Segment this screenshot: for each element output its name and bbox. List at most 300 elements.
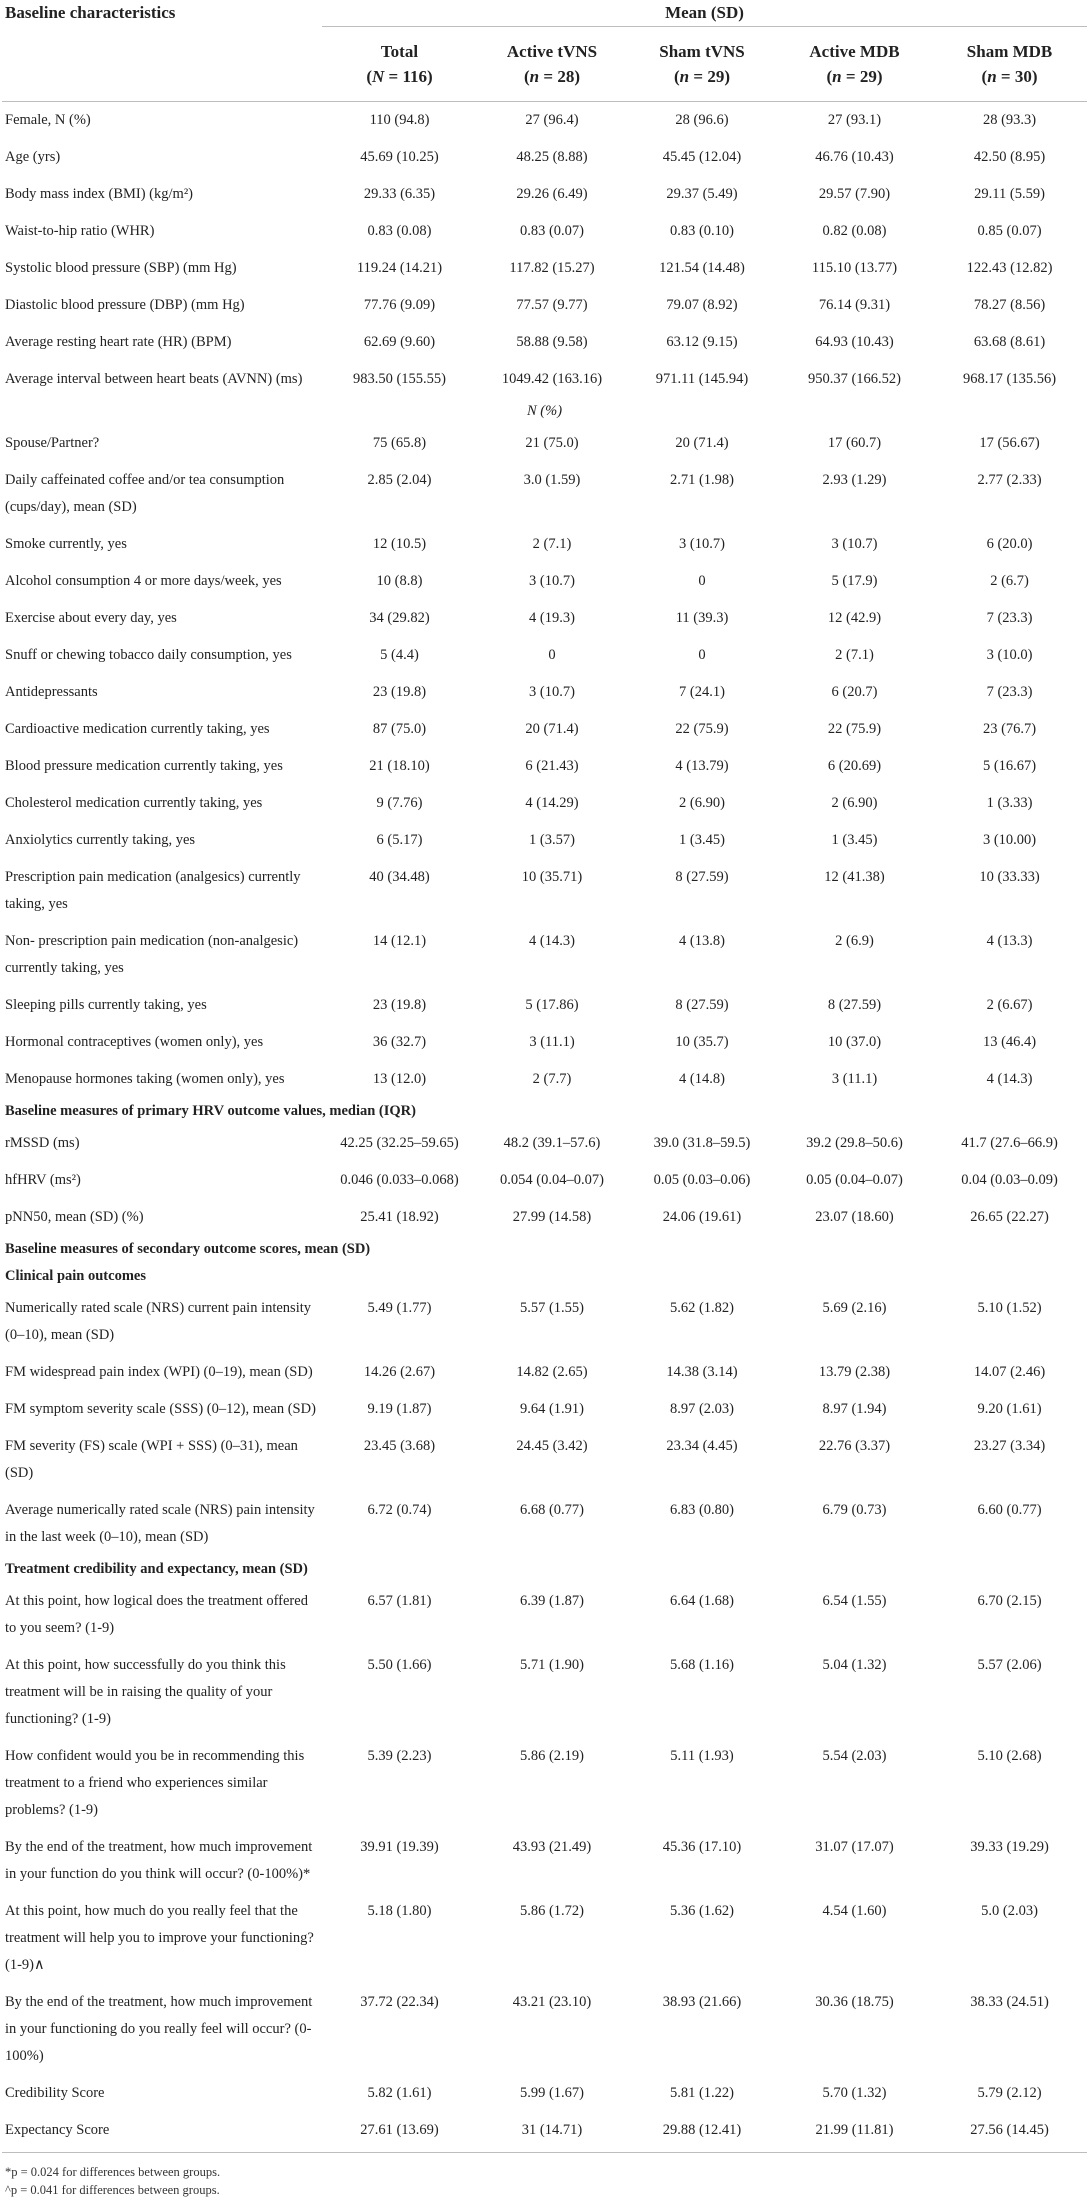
table-cell: 10 (33.33) [979,869,1040,885]
table-cell: 40 (34.48) [369,869,430,885]
row-label: Numerically rated scale (NRS) current pain intensity (0–10), mean (SD) [5,1300,312,1343]
table-row [2,1738,1087,1829]
stub-header-blank [2,27,322,102]
table-cell: 23 (19.8) [372,684,427,700]
table-cell: 5 (17.86) [525,997,579,1013]
row-label: Waist-to-hip ratio (WHR) [5,223,155,239]
table-cell: 0 [698,647,706,663]
table-cell: 1 (3.57) [529,832,575,848]
section-header-row [2,1556,1087,1583]
table-cell: 3 (11.1) [831,1071,878,1087]
table-cell: 5.36 (1.62) [669,1903,735,1919]
table-cell: 7 (23.3) [986,684,1033,700]
table-cell: 0 [548,647,556,663]
table-cell: 45.69 (10.25) [360,149,439,165]
table-row [2,785,1087,822]
table-cell: 6 (21.43) [525,758,579,774]
row-label: hfHRV (ms²) [5,1172,81,1188]
row-label: Average interval between heart beats (AVNN) (ms) [5,371,303,387]
table-cell: 39.33 (19.29) [970,1839,1049,1855]
table-cell: 115.10 (13.77) [811,260,898,276]
table-cell: 38.33 (24.51) [970,1994,1049,2010]
table-cell: 46.76 (10.43) [815,149,894,165]
table-cell: 121.54 (14.48) [659,260,745,276]
row-label: FM severity (FS) scale (WPI + SSS) (0–31), mean (SD) [5,1438,298,1481]
row-label: By the end of the treatment, how much improvement in your function do you think will occur? (0-100%)* [5,1839,313,1882]
table-cell: 58.88 (9.58) [516,334,588,350]
table-cell: 0.85 (0.07) [977,223,1042,239]
section-header-row [2,1098,1087,1125]
table-cell: 13.79 (2.38) [818,1364,891,1380]
table-cell: 5 (17.9) [831,573,878,589]
table-row [2,923,1087,987]
table-cell: 34 (29.82) [369,610,430,626]
table-cell: 4 (14.8) [679,1071,725,1087]
table-cell: 13 (46.4) [982,1034,1037,1050]
table-cell: 0.83 (0.08) [367,223,432,239]
table-row [2,1061,1087,1098]
table-row [2,1125,1087,1162]
table-row [2,1162,1087,1199]
table-cell: 117.82 (15.27) [509,260,595,276]
table-cell: 5.11 (1.93) [670,1748,734,1764]
table-footnotes [2,2153,1087,2199]
table-cell: 5.10 (1.52) [977,1300,1042,1316]
table-cell: 9.20 (1.61) [977,1401,1042,1417]
table-cell: 31.07 (17.07) [815,1839,894,1855]
row-label: Blood pressure medication currently taking, yes [5,758,283,774]
section-title: Baseline measures of secondary outcome scores, mean (SD) [5,1241,371,1257]
table-row [2,462,1087,526]
column-header-total: Total (N = 116) [322,27,477,102]
table-row [2,526,1087,563]
table-cell: 23 (19.8) [372,997,427,1013]
table-row [2,1647,1087,1738]
table-cell: 1 (3.33) [986,795,1033,811]
table-cell: 22 (75.9) [827,721,882,737]
table-cell: 39.91 (19.39) [360,1839,439,1855]
table-row [2,674,1087,711]
row-label: Expectancy Score [2,2112,322,2153]
table-row [2,139,1087,176]
table-cell: 45.45 (12.04) [662,149,742,165]
table-cell: 6 (20.69) [827,758,882,774]
table-cell: 38.93 (21.66) [662,1994,742,2010]
table-row [2,711,1087,748]
table-row [2,1583,1087,1647]
table-cell: 29.11 (5.59) [974,186,1045,202]
table-cell: 4 (14.29) [525,795,579,811]
table-cell: 77.57 (9.77) [516,297,588,313]
table-cell: 21.99 (11.81) [777,2112,932,2153]
table-cell: 24.06 (19.61) [662,1209,742,1225]
table-cell: 76.14 (9.31) [818,297,891,313]
table-cell: 10 (37.0) [827,1034,882,1050]
table-cell: 0.83 (0.10) [669,223,735,239]
row-label: Snuff or chewing tobacco daily consumption, yes [5,647,292,663]
table-cell: 4 (13.8) [679,933,725,949]
table-row [2,1829,1087,1893]
table-cell: 45.36 (17.10) [662,1839,742,1855]
table-cell: 6.60 (0.77) [977,1502,1042,1518]
table-cell: 23 (76.7) [982,721,1037,737]
row-label: Sleeping pills currently taking, yes [5,997,207,1013]
table-cell: 122.43 (12.82) [966,260,1053,276]
row-label: Body mass index (BMI) (kg/m²) [5,186,193,202]
table-cell: 17 (56.67) [979,435,1040,451]
table-cell: 20 (71.4) [525,721,579,737]
table-cell: 41.7 (27.6–66.9) [961,1135,1058,1151]
table-cell: 0.046 (0.033–0.068) [340,1172,459,1188]
column-header-sham-tvns: Sham tVNS (n = 29) [627,27,777,102]
table-cell: 63.68 (8.61) [973,334,1046,350]
section-title: Clinical pain outcomes [5,1268,146,1284]
row-label: Average resting heart rate (HR) (BPM) [5,334,232,350]
table-cell: 8.97 (1.94) [822,1401,887,1417]
table-cell: 5.10 (2.68) [977,1748,1042,1764]
table-row [2,748,1087,785]
table-cell: 0 [698,573,706,589]
row-label: FM widespread pain index (WPI) (0–19), mean (SD) [5,1364,313,1380]
table-cell: 14.82 (2.65) [516,1364,588,1380]
table-cell: 20 (71.4) [675,435,729,451]
table-cell: 5.54 (2.03) [822,1748,887,1764]
table-cell: 27.99 (14.58) [512,1209,592,1225]
table-row [2,1984,1087,2075]
row-label: Age (yrs) [5,149,61,165]
row-label: rMSSD (ms) [5,1135,80,1151]
table-cell: 5.70 (1.32) [822,2085,887,2101]
table-cell: 5.86 (2.19) [519,1748,585,1764]
table-cell: 2 (6.90) [679,795,725,811]
table-cell: 10 (35.7) [675,1034,729,1050]
table-cell: 22 (75.9) [675,721,729,737]
row-label: Average numerically rated scale (NRS) pain intensity in the last week (0–10), mean (SD) [5,1502,315,1545]
stub-header: Baseline characteristics [5,3,176,22]
table-cell: 6.79 (0.73) [822,1502,887,1518]
table-cell: 2 (7.1) [835,647,874,663]
row-label: At this point, how successfully do you think this treatment will be in raising the quality of your functioning? (1-9) [5,1657,286,1727]
table-cell: 48.2 (39.1–57.6) [503,1135,601,1151]
table-cell: 983.50 (155.55) [352,371,447,387]
section-title: Baseline measures of primary HRV outcome values, median (IQR) [5,1103,416,1119]
row-label: Alcohol consumption 4 or more days/week, yes [5,573,282,589]
table-cell: 62.69 (9.60) [363,334,436,350]
table-cell: 5 (4.4) [380,647,419,663]
column-header-sham-mdb: Sham MDB (n = 30) [932,27,1087,102]
table-row [2,2075,1087,2112]
table-cell: 17 (60.7) [827,435,882,451]
table-row [2,2112,1087,2153]
table-cell: 971.11 (145.94) [655,371,749,387]
table-cell: 6.72 (0.74) [367,1502,432,1518]
table-cell: 5.57 (2.06) [977,1657,1042,1673]
table-row [2,637,1087,674]
row-label: Diastolic blood pressure (DBP) (mm Hg) [5,297,245,313]
table-cell: 27.61 (13.69) [322,2112,477,2153]
unit-subheader: N (%) [527,403,563,419]
row-label: Hormonal contraceptives (women only), yes [5,1034,264,1050]
table-cell: 2 (6.67) [986,997,1033,1013]
table-cell: 5.86 (1.72) [519,1903,585,1919]
table-row [2,822,1087,859]
table-cell: 30.36 (18.75) [815,1994,894,2010]
table-cell: 48.25 (8.88) [516,149,588,165]
table-cell: 4.54 (1.60) [822,1903,887,1919]
table-cell: 6.64 (1.68) [669,1593,735,1609]
table-row [2,1354,1087,1391]
table-cell: 24.45 (3.42) [516,1438,588,1454]
table-cell: 39.2 (29.8–50.6) [806,1135,903,1151]
table-row [2,859,1087,923]
table-cell: 119.24 (14.21) [356,260,443,276]
mean-sd-spanner: Mean (SD) [322,0,1087,27]
table-cell: 6 (20.7) [831,684,878,700]
row-label: At this point, how logical does the treatment offered to you seem? (1-9) [5,1593,308,1636]
table-cell: 0.05 (0.03–0.06) [653,1172,751,1188]
table-cell: 5.79 (2.12) [977,2085,1042,2101]
table-cell: 6.83 (0.80) [669,1502,735,1518]
table-row [2,287,1087,324]
table-row [2,250,1087,287]
table-cell: 26.65 (22.27) [970,1209,1049,1225]
row-label: Smoke currently, yes [5,536,127,552]
table-cell: 2.93 (1.29) [822,472,887,488]
table-cell: 12 (41.38) [824,869,885,885]
table-cell: 14 (12.1) [372,933,427,949]
table-cell: 10 (8.8) [376,573,423,589]
table-cell: 5.81 (1.22) [669,2085,735,2101]
table-cell: 8 (27.59) [827,997,882,1013]
table-cell: 21 (75.0) [525,435,579,451]
table-cell: 28 (96.6) [675,112,729,128]
table-cell: 43.21 (23.10) [512,1994,592,2010]
table-cell: 39.0 (31.8–59.5) [653,1135,751,1151]
table-cell: 4 (14.3) [529,933,575,949]
table-cell: 42.25 (32.25–59.65) [340,1135,459,1151]
table-cell: 5.68 (1.16) [669,1657,735,1673]
table-cell: 5.50 (1.66) [367,1657,432,1673]
table-cell: 43.93 (21.49) [512,1839,592,1855]
table-cell: 27.56 (14.45) [932,2112,1087,2153]
table-cell: 6.39 (1.87) [519,1593,585,1609]
table-cell: 3 (10.7) [831,536,878,552]
table-cell: 2 (6.9) [835,933,874,949]
table-cell: 0.82 (0.08) [822,223,887,239]
table-row [2,425,1087,462]
row-label: Cardioactive medication currently taking, yes [5,721,270,737]
table-cell: 37.72 (22.34) [360,1994,439,2010]
table-cell: 79.07 (8.92) [666,297,738,313]
table-cell: 1 (3.45) [831,832,878,848]
table-cell: 9.64 (1.91) [519,1401,585,1417]
table-cell: 12 (10.5) [372,536,427,552]
footnote: *p = 0.024 for differences between groups. [5,2165,221,2179]
row-label: At this point, how much do you really feel that the treatment will help you to improve your functioning? (1-9)∧ [5,1903,314,1973]
table-row [2,176,1087,213]
table-cell: 6.68 (0.77) [519,1502,585,1518]
table-cell: 25.41 (18.92) [360,1209,439,1225]
table-cell: 42.50 (8.95) [973,149,1046,165]
table-cell: 3 (10.0) [986,647,1033,663]
table-cell: 29.88 (12.41) [627,2112,777,2153]
table-cell: 1 (3.45) [679,832,725,848]
row-label: Female, N (%) [5,112,91,128]
table-cell: 3 (10.00) [982,832,1037,848]
table-cell: 28 (93.3) [982,112,1037,128]
row-label: Credibility Score [5,2085,105,2101]
table-cell: 23.07 (18.60) [815,1209,894,1225]
table-cell: 77.76 (9.09) [363,297,436,313]
table-cell: 5.62 (1.82) [669,1300,735,1316]
table-cell: 12 (42.9) [827,610,882,626]
table-cell: 14.07 (2.46) [973,1364,1046,1380]
table-cell: 950.37 (166.52) [807,371,902,387]
table-cell: 2.77 (2.33) [977,472,1042,488]
row-label: Anxiolytics currently taking, yes [5,832,196,848]
table-cell: 3 (10.7) [679,536,725,552]
table-cell: 64.93 (10.43) [815,334,894,350]
row-label: How confident would you be in recommending this treatment to a friend who experiences similar problems? (1-9) [5,1748,305,1818]
table-cell: 2 (6.7) [990,573,1029,589]
table-cell: 0.054 (0.04–0.07) [500,1172,604,1188]
table-cell: 4 (13.3) [986,933,1033,949]
table-cell: 7 (24.1) [679,684,725,700]
row-label: Exercise about every day, yes [5,610,177,626]
table-row [2,102,1087,140]
table-cell: 4 (14.3) [986,1071,1033,1087]
table-cell: 5 (16.67) [982,758,1037,774]
table-cell: 968.17 (135.56) [963,371,1057,387]
table-row [2,1893,1087,1984]
row-label: By the end of the treatment, how much improvement in your functioning do you really feel will occur? (0-100%) [5,1994,313,2064]
table-row [2,1290,1087,1354]
row-label: Cholesterol medication currently taking, yes [5,795,263,811]
table-cell: 75 (65.8) [372,435,427,451]
table-cell: 8.97 (2.03) [669,1401,735,1417]
table-cell: 4 (13.79) [675,758,729,774]
table-cell: 5.39 (2.23) [367,1748,432,1764]
table-cell: 8 (27.59) [675,997,729,1013]
table-cell: 27 (96.4) [525,112,579,128]
table-cell: 6.70 (2.15) [977,1593,1042,1609]
table-cell: 6.54 (1.55) [822,1593,887,1609]
table-cell: 5.0 (2.03) [981,1903,1038,1919]
table-body [2,102,1087,2153]
column-header-active-tvns: Active tVNS (n = 28) [477,27,627,102]
table-cell: 13 (12.0) [372,1071,427,1087]
table-cell: 5.69 (2.16) [822,1300,887,1316]
table-cell: 14.26 (2.67) [363,1364,436,1380]
baseline-characteristics-table [2,0,1087,2153]
table-cell: 2.85 (2.04) [367,472,432,488]
table-cell: 78.27 (8.56) [973,297,1046,313]
section-title: Treatment credibility and expectancy, mean (SD) [5,1561,308,1577]
table-cell: 29.26 (6.49) [516,186,588,202]
table-cell: 110 (94.8) [369,112,430,128]
table-cell: 31 (14.71) [477,2112,627,2153]
table-row [2,1199,1087,1236]
table-row [2,1024,1087,1061]
table-cell: 23.34 (4.45) [666,1438,738,1454]
row-label: Daily caffeinated coffee and/or tea consumption (cups/day), mean (SD) [5,472,285,515]
table-cell: 9 (7.76) [376,795,423,811]
table-cell: 29.33 (6.35) [363,186,436,202]
table-cell: 5.49 (1.77) [367,1300,432,1316]
row-label: Non- prescription pain medication (non-analgesic) currently taking, yes [5,933,299,976]
table-row [2,1492,1087,1556]
section-header-row [2,1263,1087,1290]
table-cell: 1049.42 (163.16) [501,371,603,387]
row-label: Antidepressants [5,684,98,700]
table-row [2,213,1087,250]
table-cell: 2 (7.7) [532,1071,572,1087]
table-cell: 4 (19.3) [529,610,575,626]
table-cell: 6 (5.17) [376,832,423,848]
row-label: pNN50, mean (SD) (%) [5,1209,144,1225]
table-cell: 7 (23.3) [986,610,1033,626]
unit-subheader-row [2,398,1087,425]
table-cell: 23.45 (3.68) [363,1438,436,1454]
row-label: FM symptom severity scale (SSS) (0–12), mean (SD) [5,1401,316,1417]
table-cell: 6 (20.0) [986,536,1033,552]
table-cell: 5.04 (1.32) [822,1657,887,1673]
table-cell: 36 (32.7) [372,1034,427,1050]
table-cell: 3.0 (1.59) [523,472,581,488]
section-header-row [2,1236,1087,1263]
table-cell: 63.12 (9.15) [666,334,738,350]
table-cell: 14.38 (3.14) [666,1364,738,1380]
table-cell: 3 (10.7) [529,573,575,589]
table-cell: 23.27 (3.34) [973,1438,1046,1454]
table-cell: 27 (93.1) [827,112,882,128]
table-cell: 22.76 (3.37) [818,1438,891,1454]
table-cell: 2.71 (1.98) [669,472,735,488]
table-cell: 21 (18.10) [369,758,430,774]
row-label: Spouse/Partner? [5,435,100,451]
table-cell: 87 (75.0) [372,721,427,737]
table-cell: 3 (11.1) [529,1034,575,1050]
table-row [2,563,1087,600]
table-cell: 5.18 (1.80) [367,1903,432,1919]
table-cell: 6.57 (1.81) [367,1593,432,1609]
table-cell: 3 (10.7) [529,684,575,700]
row-label: Menopause hormones taking (women only), yes [5,1071,285,1087]
table-cell: 29.57 (7.90) [818,186,891,202]
table-cell: 8 (27.59) [675,869,729,885]
column-header-active-mdb: Active MDB (n = 29) [777,27,932,102]
table-cell: 0.83 (0.07) [519,223,585,239]
table-cell: 10 (35.71) [521,869,583,885]
table-row [2,600,1087,637]
table-cell: 0.04 (0.03–0.09) [961,1172,1058,1188]
table-row [2,361,1087,398]
table-row [2,987,1087,1024]
table-cell: 5.99 (1.67) [519,2085,585,2101]
table-cell: 11 (39.3) [675,610,729,626]
table-row [2,1391,1087,1428]
footnote: ^p = 0.041 for differences between groups. [5,2183,220,2197]
table-cell: 5.57 (1.55) [519,1300,585,1316]
table-cell: 29.37 (5.49) [666,186,738,202]
table-row [2,1428,1087,1492]
table-row [2,324,1087,361]
table-cell: 5.82 (1.61) [367,2085,432,2101]
row-label: Systolic blood pressure (SBP) (mm Hg) [5,260,237,276]
row-label: Prescription pain medication (analgesics) currently taking, yes [5,869,301,912]
table-cell: 2 (6.90) [831,795,878,811]
table-cell: 5.71 (1.90) [519,1657,585,1673]
